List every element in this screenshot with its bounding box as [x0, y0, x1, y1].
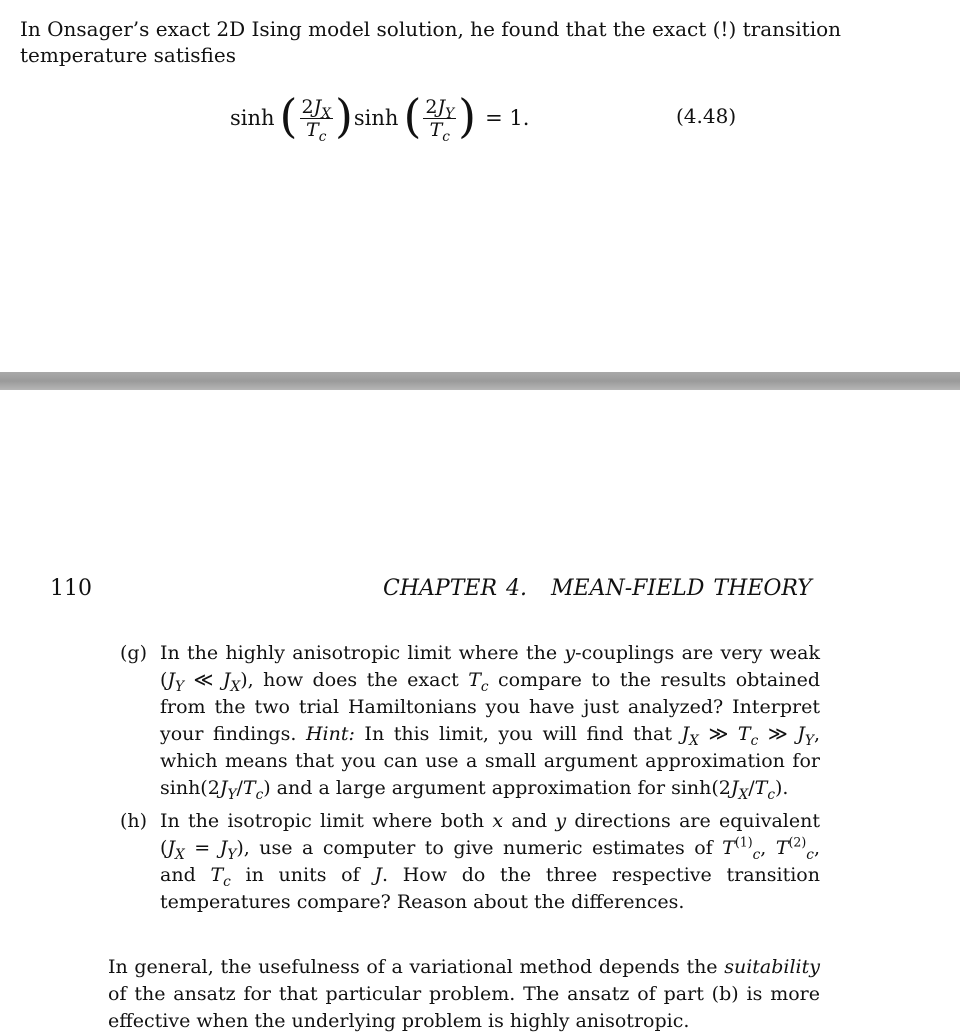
equation-sinh-2: sinh [353, 106, 399, 130]
emphasis-suitability: suitability [724, 956, 820, 978]
equation-left-paren-2: ( [403, 89, 422, 143]
equation-fraction-1 [300, 95, 333, 145]
hint-label: Hint: [305, 723, 355, 745]
running-head [383, 576, 812, 601]
equation-fraction-2 [423, 95, 456, 145]
chapter-label: CHAPTER 4. [383, 576, 527, 601]
intro-paragraph: In Onsager’s exact 2D Ising model solution, he found that the exact (!) transition temperature satisfies [20, 17, 842, 67]
item-label: (g) [120, 642, 147, 664]
fraction-2-denominator: $T_c$ [429, 118, 450, 145]
equation-rhs: = 1. [485, 106, 530, 130]
equation-right-paren-2: ) [458, 89, 477, 143]
closing-paragraph: In general, the usefulness of a variational method depends the suitability of the ansatz for that particular problem. The ansatz of part (b) is more effective when the underlying problem is highly anisotropic. [108, 956, 820, 1032]
page-number: 110 [50, 576, 92, 601]
fraction-2-numerator: $2J_Y$ [425, 95, 455, 122]
exercise-item-g [120, 640, 820, 802]
top-page [0, 0, 960, 372]
equation-sinh-1: sinh [230, 106, 275, 130]
page-divider [0, 372, 960, 390]
chapter-title: MEAN-FIELD THEORY [551, 576, 812, 601]
equation-left-paren-1: ( [279, 89, 298, 143]
equation-right-paren-1: ) [334, 89, 353, 143]
fraction-1-numerator: $2J_X$ [301, 95, 331, 122]
bottom-page [0, 390, 960, 1032]
item-body: In the highly anisotropic limit where the y-couplings are very weak ($J_Y$ ≪ $J_X$), how does the exact $T_c$ compare to the results obtained from the two trial Hamiltonians you have just analyzed? Interpret your findings. Hint: In this limit, you will find that $J_X$ ≫ $T_c$ ≫ $J_Y$, which means that you can use a small argument approximation for $\sinh(2J_Y/T_c)$ and a large argument approximation for $\sinh(2J_X/T_c)$. [160, 642, 820, 803]
exercise-item-h [120, 808, 820, 916]
equation-number: (4.48) [676, 104, 737, 128]
fraction-1-denominator: $T_c$ [306, 118, 327, 145]
item-body: In the isotropic limit where both x and y directions are equivalent $(J_X = J_Y)$, use a computer to give numeric estimates of $T^{(1)}_c$, $T^{(2)}_c$, and $T_c$ in units of J. How do the three respective transition temperatures compare? Reason about the differences. [160, 810, 821, 913]
item-label: (h) [120, 810, 148, 832]
equation-4-48 [230, 86, 529, 150]
